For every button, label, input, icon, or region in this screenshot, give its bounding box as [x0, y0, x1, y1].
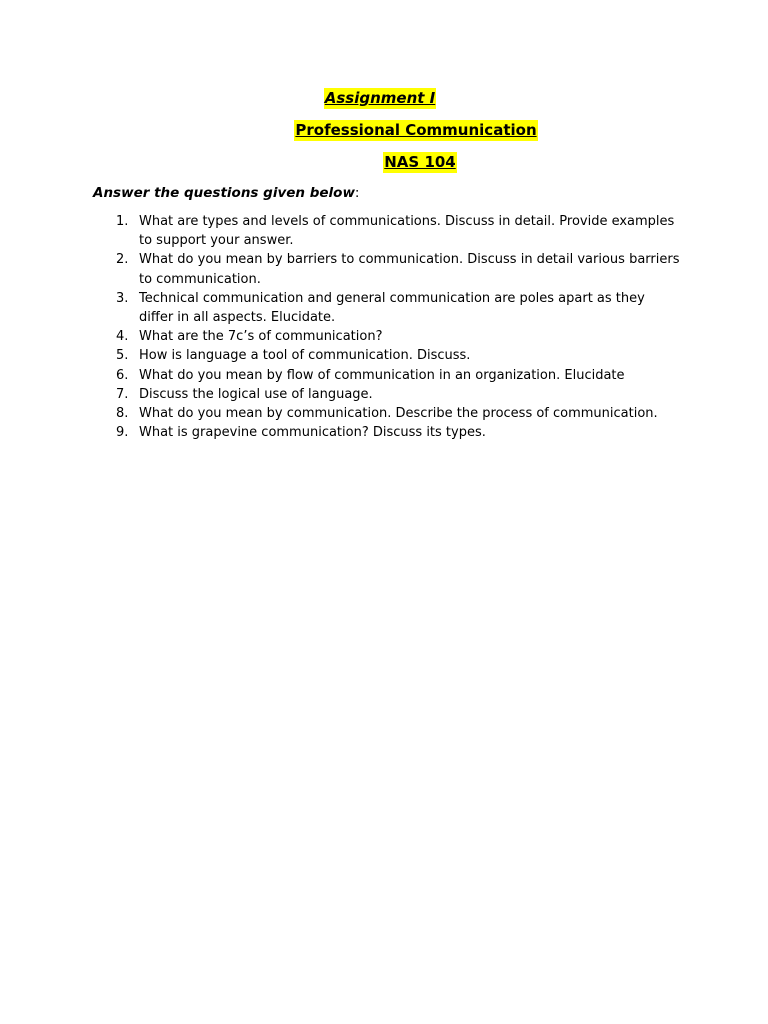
question-number: 1. — [116, 214, 129, 229]
question-number: 7. — [116, 386, 129, 402]
question-number: 4. — [116, 329, 129, 345]
question-item — [112, 327, 682, 346]
question-item — [112, 289, 682, 327]
instruction-line — [93, 183, 359, 203]
question-item — [112, 250, 682, 288]
question-item — [112, 346, 682, 365]
question-number: 8. — [116, 406, 129, 422]
subject-heading — [32, 120, 768, 140]
question-item — [112, 404, 682, 423]
question-text: What do you mean by barriers to communication. Discuss in detail various barriers to communication. — [139, 252, 680, 287]
assignment-title — [0, 88, 764, 108]
question-list — [112, 212, 682, 442]
question-number: 2. — [116, 252, 129, 268]
question-number: 3. — [116, 290, 129, 306]
question-number: 6. — [116, 367, 129, 383]
instruction-text: Answer the questions given below — [93, 185, 355, 201]
question-text: What do you mean by flow of communication in an organization. Elucidate — [139, 367, 625, 383]
assignment-title-text: Assignment I — [324, 89, 436, 107]
question-number: 5. — [116, 348, 129, 364]
question-text: Discuss the logical use of language. — [139, 386, 373, 402]
question-item — [112, 366, 682, 385]
question-text: What are the 7c’s of communication? — [139, 329, 383, 345]
question-text: What do you mean by communication. Describe the process of communication. — [139, 406, 658, 422]
subject-heading-text: Professional Communication — [295, 121, 537, 139]
question-number: 9. — [116, 425, 129, 441]
course-code-text: NAS 104 — [384, 153, 456, 171]
question-item — [112, 385, 682, 404]
question-item — [112, 212, 682, 250]
course-code-heading — [36, 152, 768, 172]
question-text: What are types and levels of communications. Discuss in detail. Provide examples to support your answer. — [139, 214, 675, 249]
question-text: Technical communication and general communication are poles apart as they differ in all aspects. Elucidate. — [139, 290, 645, 326]
question-text: What is grapevine communication? Discuss its types. — [139, 425, 486, 441]
question-text: How is language a tool of communication. Discuss. — [139, 348, 471, 364]
instruction-colon: : — [354, 185, 360, 201]
question-item — [112, 423, 682, 442]
